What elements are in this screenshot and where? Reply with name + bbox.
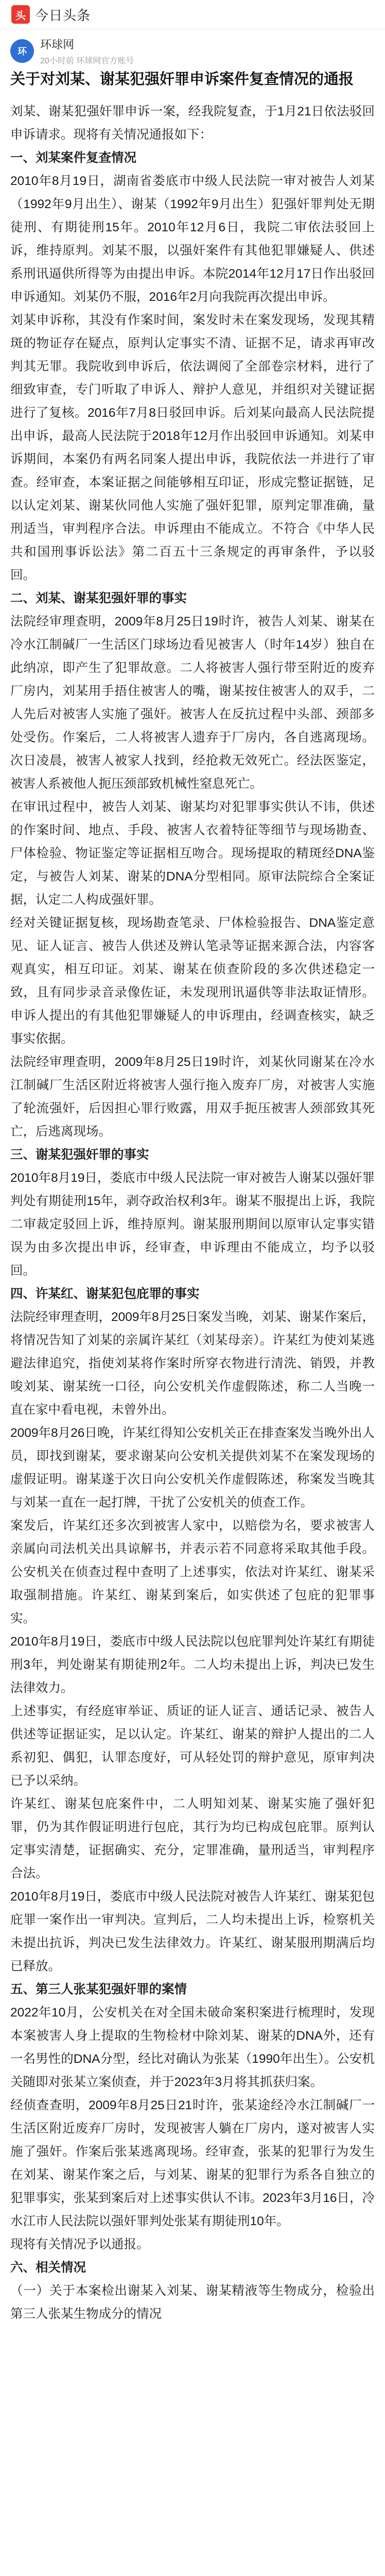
author-name[interactable]: 环球网	[40, 38, 75, 51]
article-paragraph: 法院经审理查明，2009年8月25日19时许，被告人刘某、谢某在冷水江制碱厂一生活区门球场边看见被害人（时年14岁）独自在此纳凉，即产生了犯罪故意。二人将被害人强行带至附近的废弃厂房内，刘某用手捂住被害人的嘴，谢某按住被害人的双手，二人先后对被害人实施了强奸。被害人在反抗过程中头部、颈部多处受伤。作案后，二人将被害人遗弃于厂房内，各自逃离现场。次日凌晨，被害人被家人找到，经抢救无效死亡。经法医鉴定，被害人系被他人扼压颈部致机械性窒息死亡。	[10, 615, 375, 791]
article-paragraph: 经对关键证据复核，现场勘查笔录、尸体检验报告、DNA鉴定意见、证人证言、被告人供述及辨认笔录等证据来源合法，内容客观真实，相互印证。刘某、谢某在侦查阶段的多次供述稳定一致，且有同步录音录像佐证，未发现刑讯逼供等非法取证情形。申诉人提出的有其他犯罪嫌疑人的申诉理由，经调查核实，缺乏事实依据。	[10, 916, 375, 1046]
section-heading: 二、刘某、谢某犯强奸罪的事实	[10, 591, 187, 605]
section-heading: 五、第三人张某犯强奸罪的案情	[10, 1982, 187, 1996]
author-avatar[interactable]: 环	[10, 39, 34, 63]
article-paragraph: 2010年8月19日，娄底市中级人民法院对被告人许某红、谢某犯包庇罪一案作出一审判决。宣判后，二人均未提出上诉，检察机关未提出抗诉，判决已发生法律效力。许某红、谢某服刑期满后均已释放。	[10, 1890, 375, 1973]
section-heading: 三、谢某犯强奸罪的事实	[10, 1148, 149, 1162]
section-heading: 四、许某红、谢某犯包庇罪的事实	[10, 1287, 200, 1301]
article-paragraph: 法院经审理查明，2009年8月25日案发当晚，刘某、谢某作案后，将情况告知了刘某的亲属许某红（刘某母亲）。许某红为使刘某逃避法律追究，指使刘某将作案时所穿衣物进行清洗、销毁，并教唆刘某、谢某统一口径，向公安机关作虚假陈述，称二人当晚一直在家中看电视，未曾外出。	[10, 1310, 375, 1417]
article-paragraphs	[10, 100, 375, 2326]
article-paragraph: 在审讯过程中，被告人刘某、谢某均对犯罪事实供认不讳，供述的作案时间、地点、手段、被害人衣着特征等细节与现场勘查、尸体检验、物证鉴定等证据相互吻合。现场提取的精斑经DNA鉴定，与被告人刘某、谢某的DNA分型相同。原审法院综合全案证据，认定二人构成强奸罪。	[10, 800, 375, 907]
section-heading: 六、相关情况	[10, 2261, 86, 2275]
article-paragraph: 法院经审理查明，2009年8月25日19时许，刘某伙同谢某在冷水江制碱厂生活区附近将被害人强行拖入废弃厂房，对被害人实施了轮流强奸，后因担心罪行败露，用双手扼压被害人颈部致其死亡，后逃离现场。	[10, 1055, 375, 1139]
toutiao-logo[interactable]: 头	[11, 5, 30, 24]
article-paragraph: 上述事实，有经庭审举证、质证的证人证言、通话记录、被告人供述等证据证实，足以认定。许某红、谢某的辩护人提出的二人系初犯、偶犯，认罪态度好，可从轻处罚的辩护意见，原审判决已予以采纳。	[10, 1704, 375, 1788]
author-subtitle: 20小时前 环球网官方账号	[40, 57, 134, 65]
article-body	[10, 67, 375, 2326]
article-paragraph: 2022年10月，公安机关在对全国未破命案积案进行梳理时，发现本案被害人身上提取的生物检材中除刘某、谢某的DNA外，还有一名男性的DNA分型，经比对确认为张某（1990年出生）。公安机关随即对张某立案侦查，并于2023年3月将其抓获归案。	[10, 2006, 375, 2089]
article-paragraph: 2010年8月19日，湖南省娄底市中级人民法院一审对被告人刘某（1992年9月出生）、谢某（1992年9月出生）犯强奸罪判处无期徒刑、有期徒刑15年。2010年12月6日，我院二审依法驳回上诉，维持原判。刘某不服，以强奸案件有其他犯罪嫌疑人、供述系刑讯逼供所得等为由提出申诉。本院2014年12月17日作出驳回申诉通知。刘某仍不服，2016年2月向我院再次提出申诉。	[10, 174, 375, 304]
article-paragraph: 经侦查查明，2009年8月25日21时许，张某途经冷水江制碱厂一生活区附近废弃厂房时，发现被害人躺在厂房内，遂对被害人实施了强奸。作案后张某逃离现场。经审查，张某的犯罪行为发生在刘某、谢某作案之后，与刘某、谢某的犯罪行为系各自独立的犯罪事实，张某到案后对上述事实供认不讳。2023年3月16日，冷水江市人民法院以强奸罪判处张某有期徒刑10年。	[10, 2098, 375, 2228]
article-paragraph: 许某红、谢某包庇案件中，二人明知刘某、谢某实施了强奸犯罪，仍为其作假证明进行包庇，其行为均已构成包庇罪。原判认定事实清楚，证据确实、充分，定罪准确，量刑适当，审判程序合法。	[10, 1797, 375, 1880]
article-paragraph: （一）关于本案检出谢某入刘某、谢某精液等生物成分，检验出第三人张某生物成分的情况	[10, 2284, 375, 2321]
article-paragraph: 现将有关情况予以通报。	[10, 2238, 149, 2251]
top-app-bar	[0, 0, 385, 29]
author-row[interactable]	[10, 36, 134, 66]
app-name: 今日头条	[35, 7, 91, 23]
article-paragraph: 2009年8月26日晚，许某红得知公安机关正在排查案发当晚外出人员，即找到谢某，要求谢某向公安机关提供刘某不在案发现场的虚假证明。谢某遂于次日向公安机关作虚假陈述，称案发当晚其与刘某一直在一起打牌，干扰了公安机关的侦查工作。	[10, 1426, 375, 1510]
article-paragraph: 刘某、谢某犯强奸罪申诉一案，经我院复查，于1月21日依法驳回申诉请求。现将有关情况通报如下：	[10, 105, 375, 142]
article-paragraph: 2010年8月19日，娄底市中级人民法院以包庇罪判处许某红有期徒刑3年，判处谢某有期徒刑2年。二人均未提出上诉，判决已发生法律效力。	[10, 1635, 375, 1695]
article-paragraph: 刘某申诉称，其没有作案时间，案发时未在案发现场，发现其精斑的物证存在疑点，原判认定事实不清、证据不足，请求再审改判其无罪。我院收到申诉后，依法调阅了全部卷宗材料，进行了细致审查，专门听取了申诉人、辩护人意见，并组织对关键证据进行了复核。2016年7月8日驳回申诉。后刘某向最高人民法院提出申诉，最高人民法院于2018年12月作出驳回申诉通知。刘某申诉期间，本案仍有两名同案人提出申诉，我院依法一并进行了审查。经审查，本案证据之间能够相互印证，形成完整证据链，足以认定刘某、谢某伙同他人实施了强奸犯罪，原判定罪准确，量刑适当，审判程序合法。申诉理由不能成立。不符合《中华人民共和国刑事诉讼法》第二百五十三条规定的再审条件，予以驳回。	[10, 313, 375, 582]
article-paragraph: 2010年8月19日，娄底市中级人民法院一审对被告人谢某以强奸罪判处有期徒刑15年，剥夺政治权利3年。谢某不服提出上诉，我院二审裁定驳回上诉，维持原判。谢某服刑期间以原审认定事实错误为由多次提出申诉，经审查，申诉理由不能成立，均予以驳回。	[10, 1171, 375, 1278]
article-title: 关于对刘某、谢某犯强奸罪申诉案件复查情况的通报	[10, 71, 354, 88]
article-paragraph: 案发后，许某红还多次到被害人家中，以赔偿为名，要求被害人亲属向司法机关出具谅解书，并表示若不同意将采取其他手段。公安机关在侦查过程中查明了上述事实，依法对许某红、谢某采取强制措施。许某红、谢某到案后，如实供述了包庇的犯罪事实。	[10, 1519, 375, 1625]
section-heading: 一、刘某案件复查情况	[10, 151, 136, 165]
author-meta	[40, 36, 134, 66]
